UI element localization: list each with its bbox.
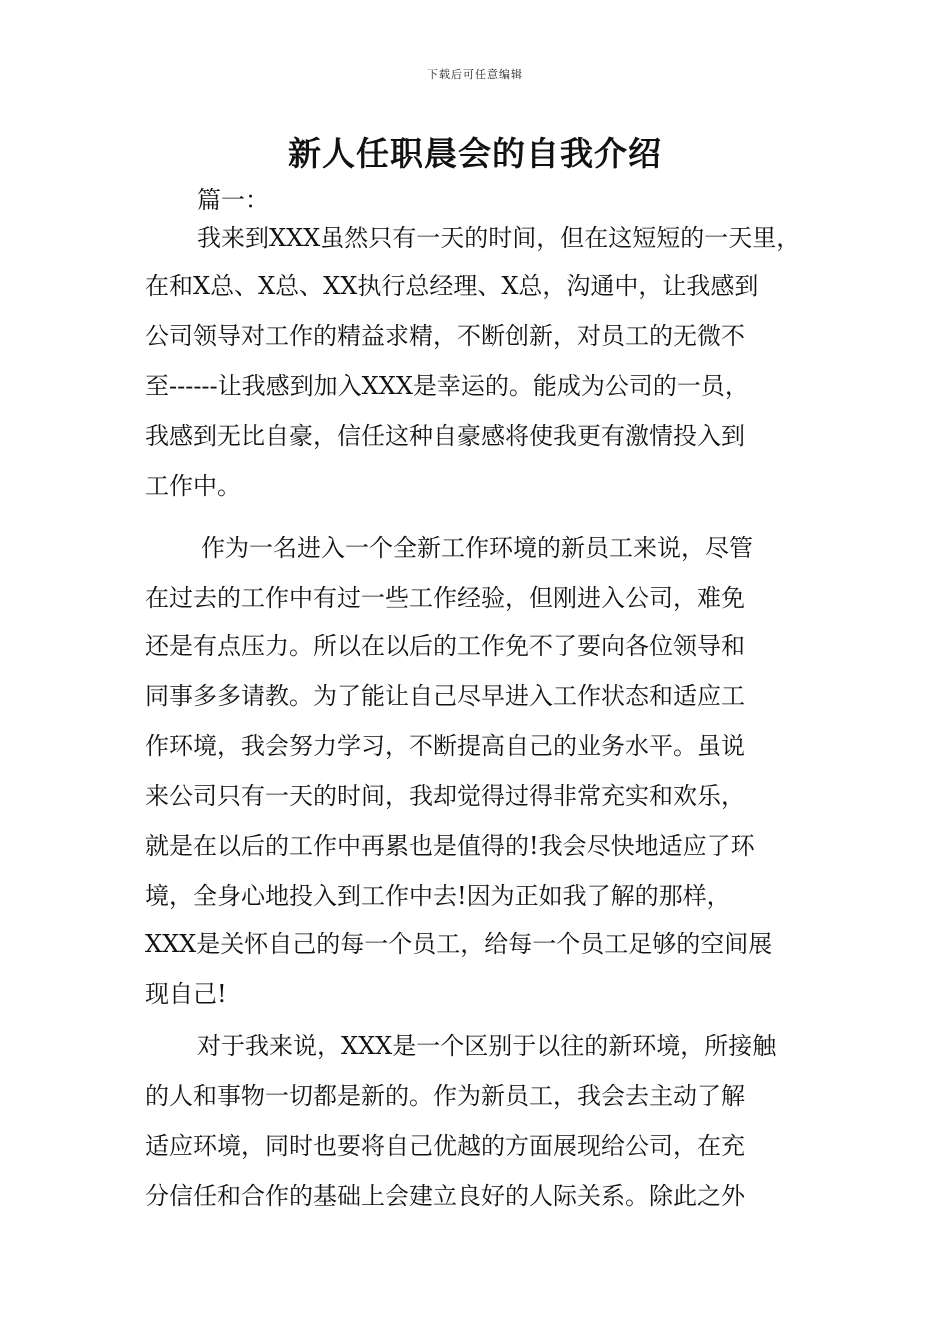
paragraph-line: 我来到XXX虽然只有一天的时间，但在这短短的一天里， xyxy=(197,224,801,252)
paragraph-line: 分信任和合作的基础上会建立良好的人际关系。除此之外 xyxy=(145,1182,745,1210)
paragraph-line: 的人和事物一切都是新的。作为新员工，我会去主动了解 xyxy=(145,1082,745,1110)
paragraph-line: 还是有点压力。所以在以后的工作免不了要向各位领导和 xyxy=(145,632,745,660)
paragraph-line: 就是在以后的工作中再累也是值得的!我会尽快地适应了环 xyxy=(145,832,755,860)
section-label: 篇一： xyxy=(197,186,269,214)
paragraph-line: 公司领导对工作的精益求精，不断创新，对员工的无微不 xyxy=(145,322,745,350)
paragraph-line: 工作中。 xyxy=(145,472,241,500)
paragraph-line: 在过去的工作中有过一些工作经验，但刚进入公司，难免 xyxy=(145,584,745,612)
paragraph-line: 适应环境，同时也要将自己优越的方面展现给公司，在充 xyxy=(145,1132,745,1160)
paragraph-line: 作为一名进入一个全新工作环境的新员工来说，尽管 xyxy=(201,534,753,562)
paragraph-line: 我感到无比自豪，信任这种自豪感将使我更有激情投入到 xyxy=(145,422,745,450)
paragraph-line: 同事多多请教。为了能让自己尽早进入工作状态和适应工 xyxy=(145,682,745,710)
paragraph-line: 来公司只有一天的时间，我却觉得过得非常充实和欢乐， xyxy=(145,782,745,810)
header-note: 下载后可任意编辑 xyxy=(427,68,523,81)
paragraph-line: 境，全身心地投入到工作中去!因为正如我了解的那样， xyxy=(145,882,731,910)
paragraph-line: 至------让我感到加入XXX是幸运的。能成为公司的一员， xyxy=(145,372,749,400)
document-title: 新人任职晨会的自我介绍 xyxy=(288,134,662,173)
paragraph-line: XXX是关怀自己的每一个员工，给每一个员工足够的空间展 xyxy=(145,930,773,958)
paragraph-line: 在和X总、X总、XX执行总经理、X总，沟通中，让我感到 xyxy=(145,272,759,300)
paragraph-line: 现自己! xyxy=(145,980,227,1008)
paragraph-line: 作环境，我会努力学习，不断提高自己的业务水平。虽说 xyxy=(145,732,745,760)
paragraph-line: 对于我来说，XXX是一个区别于以往的新环境，所接触 xyxy=(197,1032,777,1060)
